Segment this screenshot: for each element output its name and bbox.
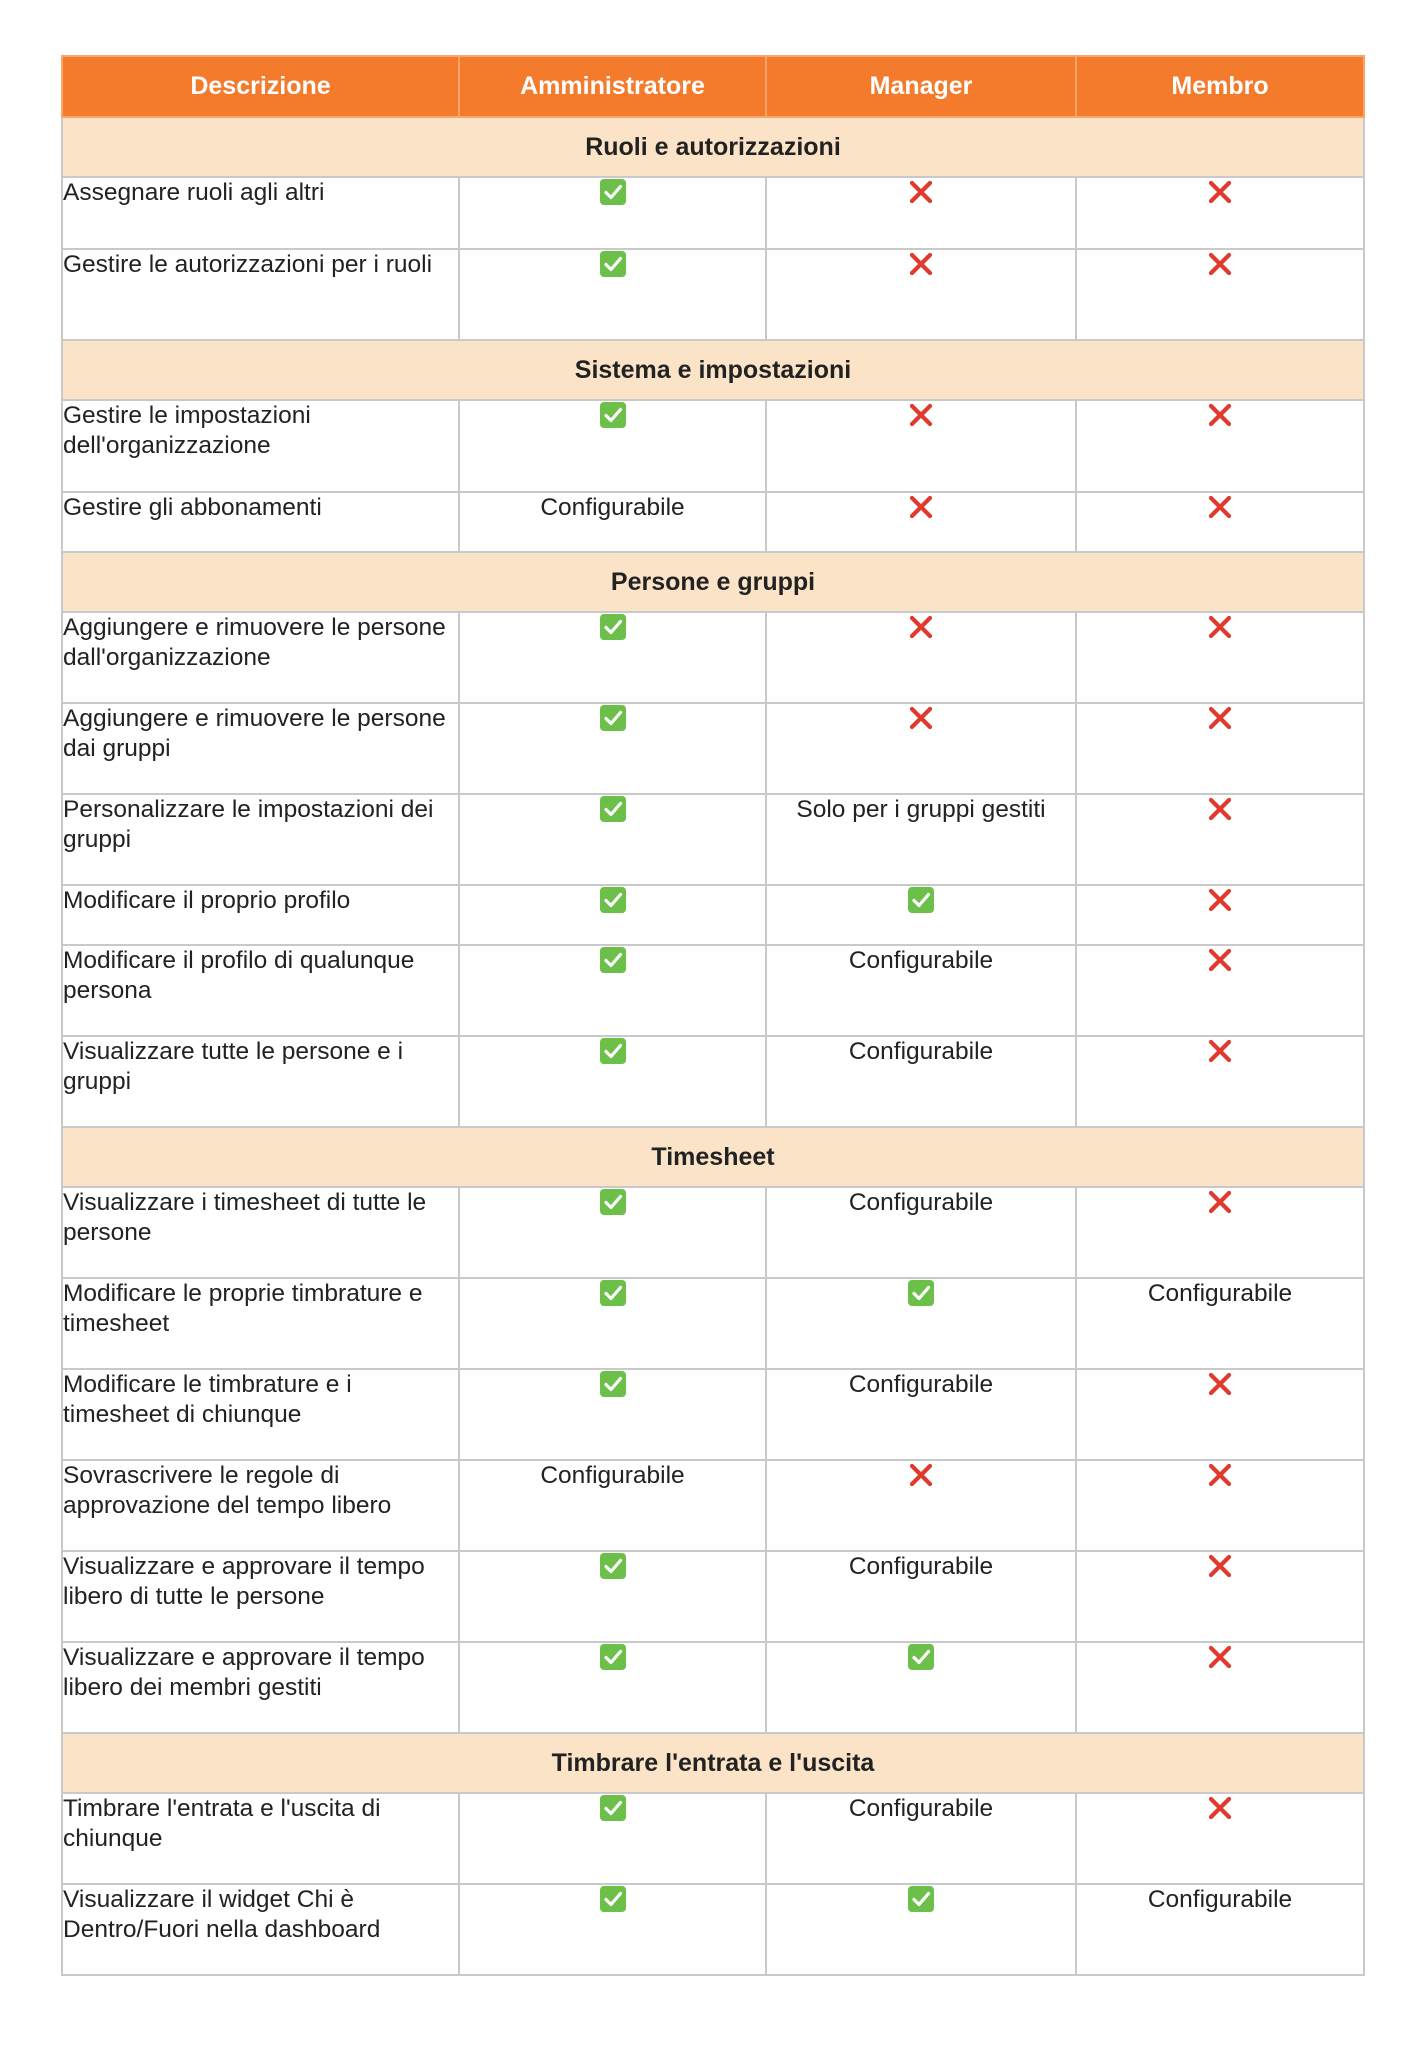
- row-description: Gestire le autorizzazioni per i ruoli: [62, 249, 459, 340]
- cell-manager: [766, 1793, 1076, 1884]
- table-row: [62, 1884, 1364, 1975]
- cell-amministratore: [459, 400, 766, 492]
- cell-amministratore: [459, 1278, 766, 1369]
- check-icon: [599, 178, 627, 206]
- check-icon: [907, 1885, 935, 1913]
- table-row: [62, 945, 1364, 1036]
- table-row: [62, 794, 1364, 885]
- check-icon: [599, 1279, 627, 1307]
- cell-text: Solo per i gruppi gestiti: [796, 796, 1046, 823]
- cross-icon: [1206, 493, 1234, 521]
- cell-membro: [1076, 703, 1364, 794]
- table-row: [62, 249, 1364, 340]
- cross-icon: [1206, 1643, 1234, 1671]
- header-membro: Membro: [1076, 56, 1364, 117]
- cell-manager: [766, 703, 1076, 794]
- check-icon: [599, 1188, 627, 1216]
- cross-icon: [1206, 1461, 1234, 1489]
- check-icon: [907, 886, 935, 914]
- check-icon: [907, 1279, 935, 1307]
- cell-amministratore: [459, 177, 766, 249]
- cell-manager: [766, 612, 1076, 703]
- table-row: [62, 1369, 1364, 1460]
- row-description: Gestire le impostazioni dell'organizzazione: [62, 400, 459, 492]
- table-row: [62, 1187, 1364, 1278]
- cell-manager: [766, 400, 1076, 492]
- cross-icon: [1206, 946, 1234, 974]
- table-row: [62, 492, 1364, 552]
- header-amministratore: Amministratore: [459, 56, 766, 117]
- cross-icon: [907, 178, 935, 206]
- check-icon: [599, 946, 627, 974]
- cross-icon: [907, 401, 935, 429]
- cell-text: Configurabile: [848, 1553, 994, 1580]
- row-description: Sovrascrivere le regole di approvazione del tempo libero: [62, 1460, 459, 1551]
- cell-manager: [766, 249, 1076, 340]
- table-row: [62, 1460, 1364, 1551]
- header-manager: Manager: [766, 56, 1076, 117]
- table-row: [62, 1551, 1364, 1642]
- cross-icon: [1206, 795, 1234, 823]
- cell-amministratore: [459, 1793, 766, 1884]
- cell-membro: [1076, 1460, 1364, 1551]
- cell-membro: [1076, 794, 1364, 885]
- row-description: Personalizzare le impostazioni dei gruppi: [62, 794, 459, 885]
- cell-text: Configurabile: [848, 1371, 994, 1398]
- table-row: [62, 885, 1364, 945]
- cell-amministratore: [459, 1551, 766, 1642]
- cross-icon: [1206, 886, 1234, 914]
- cell-manager: [766, 1551, 1076, 1642]
- cell-text: Configurabile: [848, 1038, 994, 1065]
- cell-membro: [1076, 1369, 1364, 1460]
- cross-icon: [907, 704, 935, 732]
- cell-amministratore: [459, 1369, 766, 1460]
- cross-icon: [1206, 613, 1234, 641]
- table-row: [62, 1642, 1364, 1733]
- row-description: Aggiungere e rimuovere le persone dai gruppi: [62, 703, 459, 794]
- cell-membro: [1076, 1884, 1364, 1975]
- cell-membro: [1076, 1551, 1364, 1642]
- row-description: Visualizzare il widget Chi è Dentro/Fuori nella dashboard: [62, 1884, 459, 1975]
- section-row: [62, 1733, 1364, 1793]
- section-title: Timbrare l'entrata e l'uscita: [62, 1733, 1364, 1793]
- cell-amministratore: [459, 1036, 766, 1127]
- cell-membro: [1076, 1793, 1364, 1884]
- cell-manager: [766, 1187, 1076, 1278]
- header-row: [62, 56, 1364, 117]
- table-row: [62, 703, 1364, 794]
- row-description: Aggiungere e rimuovere le persone dall'organizzazione: [62, 612, 459, 703]
- cross-icon: [1206, 401, 1234, 429]
- check-icon: [599, 613, 627, 641]
- permissions-table: [61, 55, 1365, 1976]
- cell-membro: [1076, 1036, 1364, 1127]
- cross-icon: [907, 493, 935, 521]
- cross-icon: [1206, 1552, 1234, 1580]
- row-description: Modificare il proprio profilo: [62, 885, 459, 945]
- table-row: [62, 612, 1364, 703]
- row-description: Visualizzare i timesheet di tutte le persone: [62, 1187, 459, 1278]
- cell-text: Configurabile: [540, 1462, 685, 1489]
- section-title: Sistema e impostazioni: [62, 340, 1364, 400]
- section-row: [62, 1127, 1364, 1187]
- check-icon: [599, 250, 627, 278]
- cell-text: Configurabile: [1147, 1280, 1293, 1307]
- check-icon: [599, 1370, 627, 1398]
- check-icon: [599, 401, 627, 429]
- section-title: Timesheet: [62, 1127, 1364, 1187]
- cell-amministratore: [459, 703, 766, 794]
- row-description: Modificare le timbrature e i timesheet di chiunque: [62, 1369, 459, 1460]
- cell-manager: [766, 1278, 1076, 1369]
- section-row: [62, 552, 1364, 612]
- check-icon: [599, 1552, 627, 1580]
- cell-amministratore: [459, 249, 766, 340]
- table-body: [62, 117, 1364, 1975]
- table-row: [62, 1793, 1364, 1884]
- check-icon: [599, 886, 627, 914]
- cross-icon: [1206, 250, 1234, 278]
- table-row: [62, 1036, 1364, 1127]
- cell-amministratore: [459, 1884, 766, 1975]
- cell-amministratore: [459, 1460, 766, 1551]
- cell-amministratore: [459, 945, 766, 1036]
- cell-membro: [1076, 1642, 1364, 1733]
- cell-membro: [1076, 945, 1364, 1036]
- row-description: Modificare il profilo di qualunque persona: [62, 945, 459, 1036]
- cell-membro: [1076, 1278, 1364, 1369]
- cell-amministratore: [459, 492, 766, 552]
- cell-membro: [1076, 885, 1364, 945]
- cell-amministratore: [459, 1187, 766, 1278]
- check-icon: [599, 1037, 627, 1065]
- row-description: Gestire gli abbonamenti: [62, 492, 459, 552]
- section-title: Persone e gruppi: [62, 552, 1364, 612]
- cross-icon: [907, 250, 935, 278]
- cell-manager: [766, 885, 1076, 945]
- check-icon: [599, 1885, 627, 1913]
- cell-membro: [1076, 492, 1364, 552]
- check-icon: [599, 1643, 627, 1671]
- cross-icon: [1206, 1370, 1234, 1398]
- cell-text: Configurabile: [848, 947, 994, 974]
- cell-amministratore: [459, 794, 766, 885]
- cell-manager: [766, 1036, 1076, 1127]
- cell-manager: [766, 177, 1076, 249]
- cell-manager: [766, 492, 1076, 552]
- cross-icon: [1206, 704, 1234, 732]
- section-title: Ruoli e autorizzazioni: [62, 117, 1364, 177]
- cross-icon: [1206, 1037, 1234, 1065]
- cross-icon: [907, 613, 935, 641]
- cross-icon: [1206, 1188, 1234, 1216]
- cross-icon: [1206, 1794, 1234, 1822]
- check-icon: [599, 1794, 627, 1822]
- table-row: [62, 177, 1364, 249]
- cell-manager: [766, 1884, 1076, 1975]
- cell-membro: [1076, 400, 1364, 492]
- cell-manager: [766, 1460, 1076, 1551]
- row-description: Visualizzare tutte le persone e i gruppi: [62, 1036, 459, 1127]
- cell-amministratore: [459, 885, 766, 945]
- cell-manager: [766, 1369, 1076, 1460]
- header-descrizione: Descrizione: [62, 56, 459, 117]
- cell-membro: [1076, 1187, 1364, 1278]
- cross-icon: [907, 1461, 935, 1489]
- cell-text: Configurabile: [848, 1795, 994, 1822]
- cell-amministratore: [459, 612, 766, 703]
- check-icon: [599, 795, 627, 823]
- section-row: [62, 340, 1364, 400]
- cell-amministratore: [459, 1642, 766, 1733]
- row-description: Modificare le proprie timbrature e timesheet: [62, 1278, 459, 1369]
- table-row: [62, 1278, 1364, 1369]
- section-row: [62, 117, 1364, 177]
- table-row: [62, 400, 1364, 492]
- row-description: Assegnare ruoli agli altri: [62, 177, 459, 249]
- cell-text: Configurabile: [540, 494, 685, 521]
- row-description: Timbrare l'entrata e l'uscita di chiunque: [62, 1793, 459, 1884]
- cell-text: Configurabile: [1147, 1886, 1293, 1913]
- check-icon: [907, 1643, 935, 1671]
- cell-text: Configurabile: [848, 1189, 994, 1216]
- cross-icon: [1206, 178, 1234, 206]
- cell-manager: [766, 794, 1076, 885]
- check-icon: [599, 704, 627, 732]
- row-description: Visualizzare e approvare il tempo libero dei membri gestiti: [62, 1642, 459, 1733]
- cell-membro: [1076, 177, 1364, 249]
- cell-membro: [1076, 612, 1364, 703]
- cell-manager: [766, 945, 1076, 1036]
- cell-membro: [1076, 249, 1364, 340]
- row-description: Visualizzare e approvare il tempo libero di tutte le persone: [62, 1551, 459, 1642]
- cell-manager: [766, 1642, 1076, 1733]
